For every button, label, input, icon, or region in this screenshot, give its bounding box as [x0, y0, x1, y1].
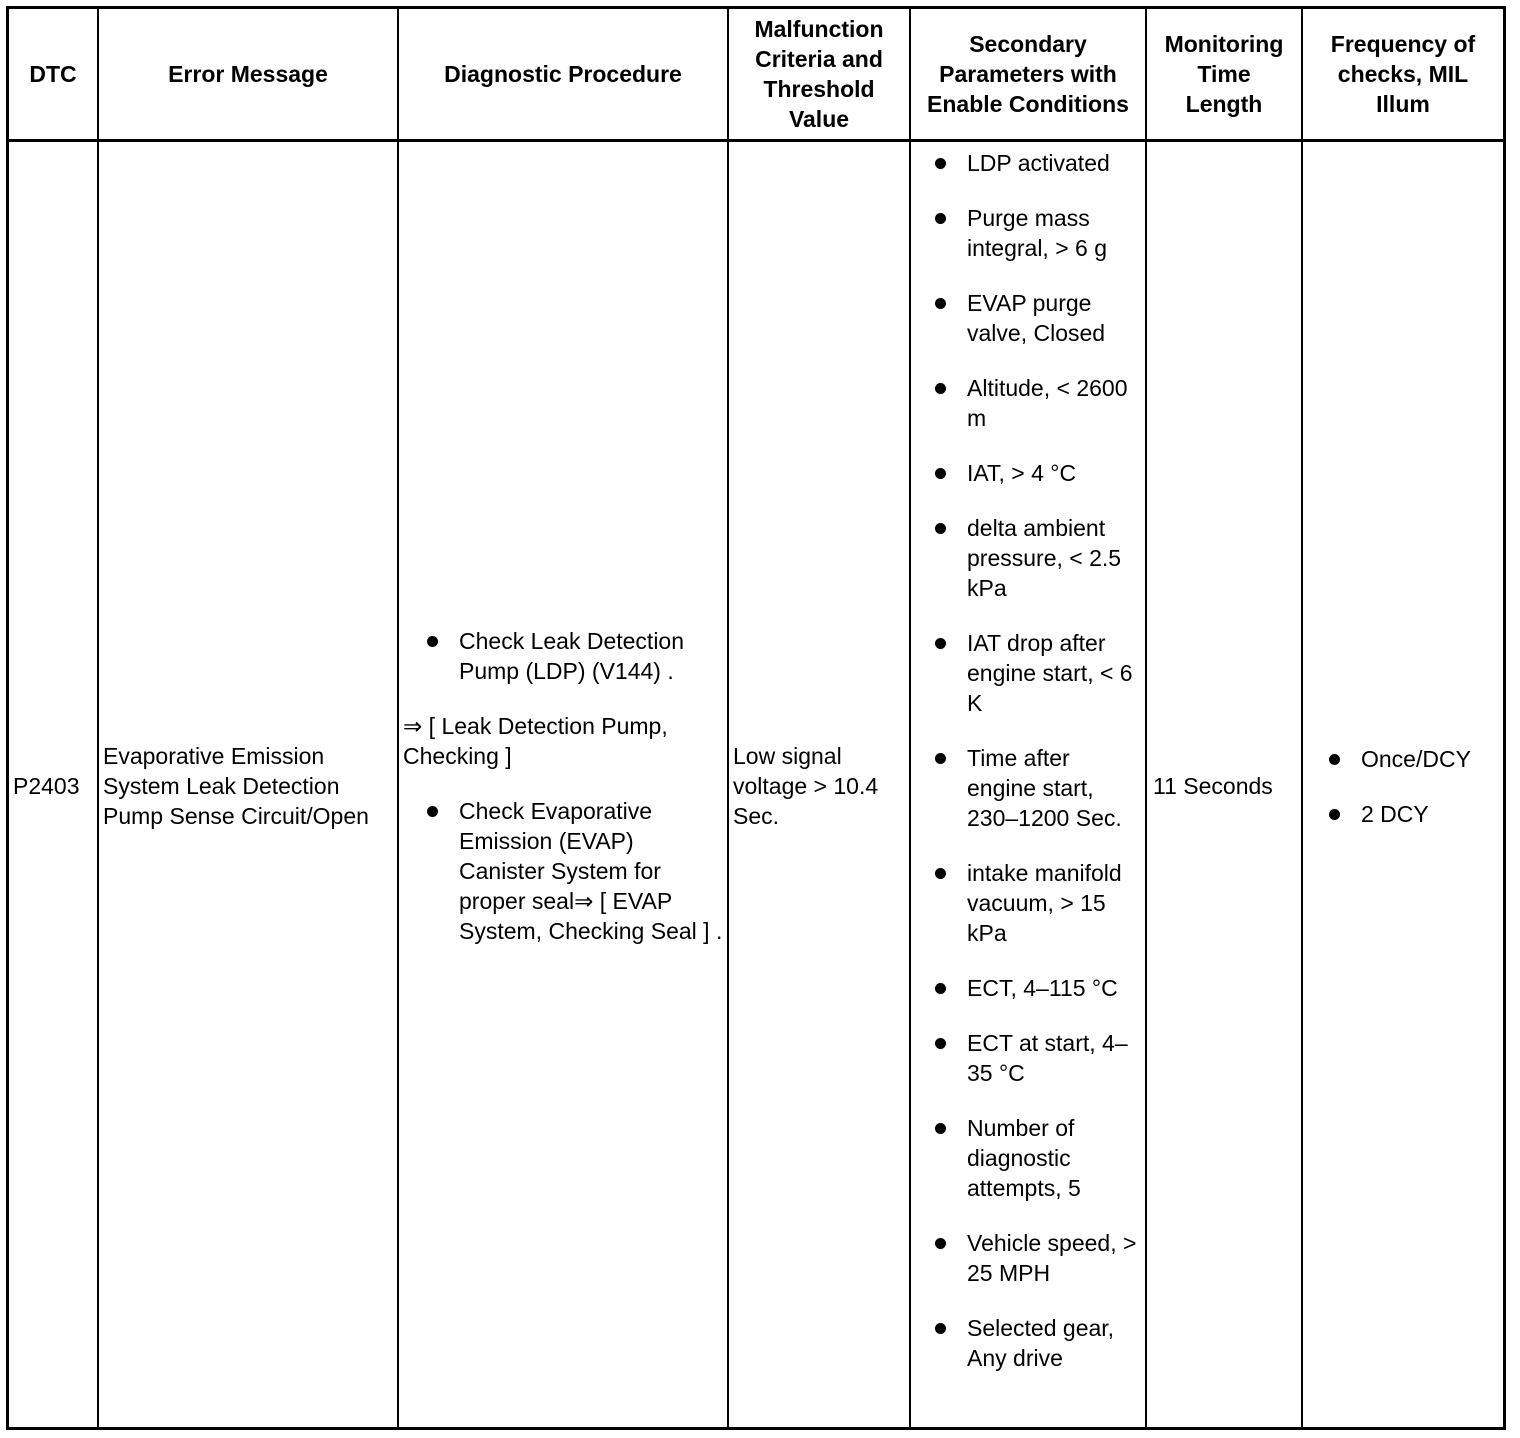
frequency-item: Once/DCY [1305, 744, 1503, 774]
parameter-item: Vehicle speed, > 25 MPH [911, 1228, 1145, 1288]
cell-monitoring-time [1153, 142, 1299, 1430]
procedure-list [403, 796, 723, 946]
parameter-item: delta ambient pressure, < 2.5 kPa [911, 513, 1145, 603]
cell-dtc [13, 142, 97, 1430]
header-malfunction-criteria: Malfunction Criteria and Threshold Value [754, 16, 884, 132]
monitoring-time-text: 11 Seconds [1153, 773, 1273, 799]
column-divider [397, 9, 399, 1427]
column-divider [97, 9, 99, 1427]
cell-frequency [1305, 142, 1503, 1430]
parameter-item: IAT drop after engine start, < 6 K [911, 628, 1145, 718]
cell-error-message [103, 142, 393, 1430]
column-divider [727, 9, 729, 1427]
parameter-item: ECT, 4–115 °C [911, 973, 1145, 1003]
parameter-item: ECT at start, 4–35 °C [911, 1028, 1145, 1088]
error-message-text: Evaporative Emission System Leak Detection Pump Sense Circuit/Open [103, 743, 369, 829]
secondary-parameters-list [911, 148, 1145, 1373]
parameter-item: Altitude, < 2600 m [911, 373, 1145, 433]
procedure-step-1: Check Leak Detection Pump (LDP) (V144) . [403, 626, 723, 686]
parameter-item: Number of diagnostic attempts, 5 [911, 1113, 1145, 1203]
header-diagnostic-procedure: Diagnostic Procedure [444, 61, 682, 87]
header-monitoring-time: Monitoring Time Length [1164, 31, 1284, 117]
parameter-item: intake manifold vacuum, > 15 kPa [911, 858, 1145, 948]
frequency-item: 2 DCY [1305, 799, 1503, 829]
procedure-reference-link[interactable]: ⇒ [ Leak Detection Pump, Checking ] [403, 713, 668, 769]
cell-diagnostic-procedure [403, 142, 723, 1430]
malfunction-criteria-text: Low signal voltage > 10.4 Sec. [733, 743, 879, 829]
parameter-item: IAT, > 4 °C [911, 458, 1145, 488]
header-secondary-parameters: Secondary Parameters with Enable Conditions [927, 31, 1129, 117]
dtc-code: P2403 [13, 773, 80, 799]
cell-secondary-parameters [911, 142, 1145, 1430]
header-error-message: Error Message [168, 61, 328, 87]
header-dtc: DTC [29, 61, 77, 87]
procedure-list [403, 626, 723, 686]
parameter-item: Time after engine start, 230–1200 Sec. [911, 743, 1145, 833]
column-divider [1145, 9, 1147, 1427]
procedure-step-2: Check Evaporative Emission (EVAP) Canister System for proper seal⇒ [ EVAP System, Checking Seal ] . [403, 796, 723, 946]
cell-malfunction-criteria [733, 142, 905, 1430]
header-frequency: Frequency of checks, MIL Illum [1330, 31, 1476, 117]
parameter-item: EVAP purge valve, Closed [911, 288, 1145, 348]
parameter-item: Purge mass integral, > 6 g [911, 203, 1145, 263]
column-divider [1301, 9, 1303, 1427]
parameter-item: LDP activated [911, 148, 1145, 178]
dtc-table [6, 6, 1506, 1430]
frequency-list [1305, 744, 1503, 829]
parameter-item: Selected gear, Any drive [911, 1313, 1145, 1373]
